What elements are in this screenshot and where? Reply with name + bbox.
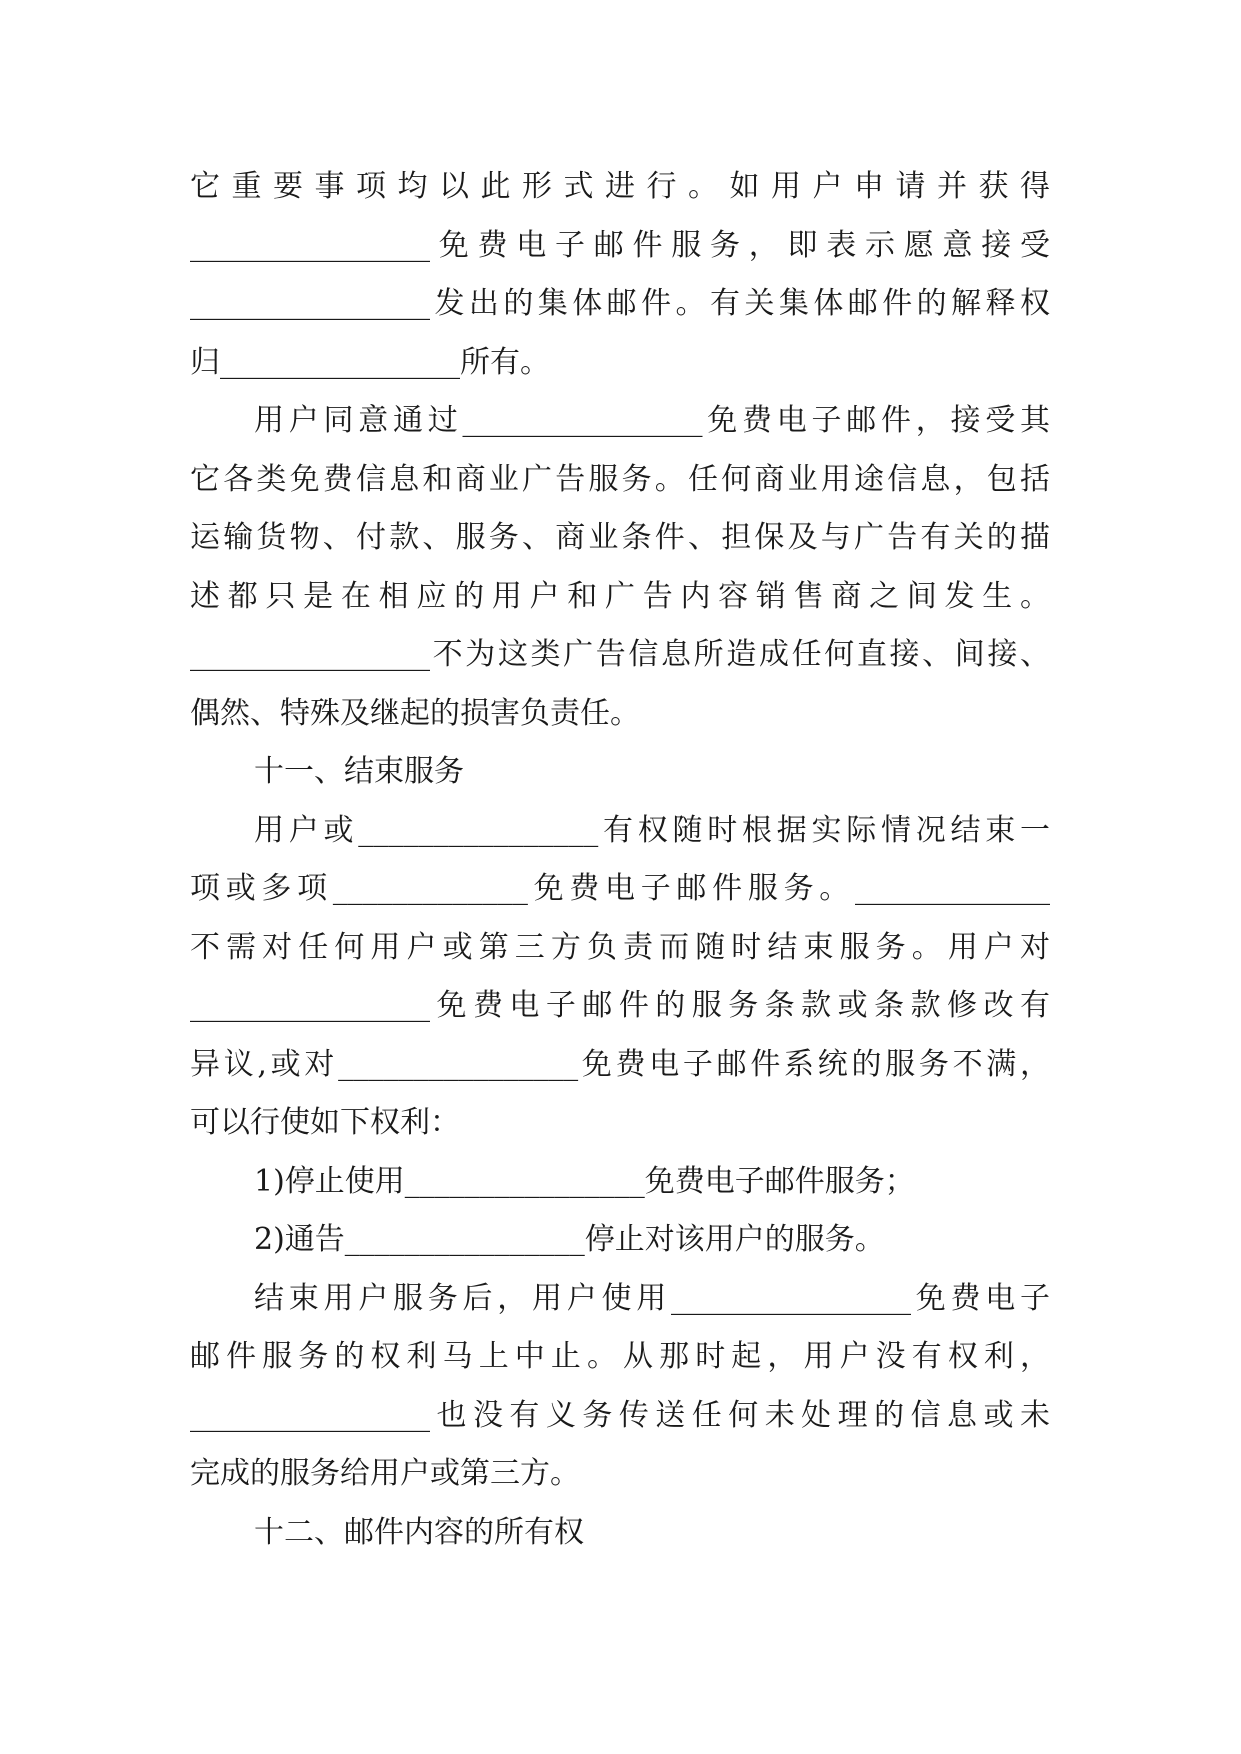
text-line: 运输货物、付款、服务、商业条件、担保及与广告有关的描 (190, 520, 1050, 555)
text-line: 偶然、特殊及继起的损害负责任。 (190, 695, 640, 731)
text-line: 项或多项_____________免费电子邮件服务。_____________ (190, 871, 1050, 906)
section-heading: 十一、结束服务 (254, 754, 464, 789)
text-line: 邮件服务的权利马上中止。从那时起，用户没有权利， (190, 1339, 1050, 1374)
paragraph-start: 结束用户服务后，用户使用________________免费电子 (254, 1280, 1050, 1316)
text-line: ________________发出的集体邮件。有关集体邮件的解释权 (190, 286, 1050, 321)
text-line: 归________________所有。 (190, 344, 550, 380)
text-line: 异议,或对________________免费电子邮件系统的服务不满， (190, 1046, 1050, 1082)
text-line: 完成的服务给用户或第三方。 (190, 1456, 580, 1491)
text-line: 不需对任何用户或第三方负责而随时结束服务。用户对 (190, 929, 1050, 965)
list-item: 1)停止使用________________免费电子邮件服务； (254, 1163, 915, 1199)
text-line: ________________不为这类广告信息所造成任何直接、间接、 (190, 637, 1050, 672)
list-item: 2)通告________________停止对该用户的服务。 (254, 1222, 885, 1257)
text-line: 它各类免费信息和商业广告服务。任何商业用途信息，包括 (190, 461, 1050, 497)
document-page (190, 158, 1050, 1562)
text-line: ________________免费电子邮件的服务条款或条款修改有 (190, 988, 1050, 1023)
paragraph-start: 用户同意通过________________免费电子邮件，接受其 (254, 403, 1050, 438)
text-line: 它重要事项均以此形式进行。如用户申请并获得 (190, 169, 1050, 204)
text-line: 可以行使如下权利： (190, 1105, 460, 1140)
text-line: 述都只是在相应的用户和广告内容销售商之间发生。 (190, 578, 1050, 614)
text-line: ________________免费电子邮件服务，即表示愿意接受 (190, 227, 1050, 263)
section-heading: 十二、邮件内容的所有权 (254, 1514, 584, 1550)
paragraph-start: 用户或________________有权随时根据实际情况结束一 (254, 812, 1050, 848)
text-line: ________________也没有义务传送任何未处理的信息或未 (190, 1397, 1050, 1433)
